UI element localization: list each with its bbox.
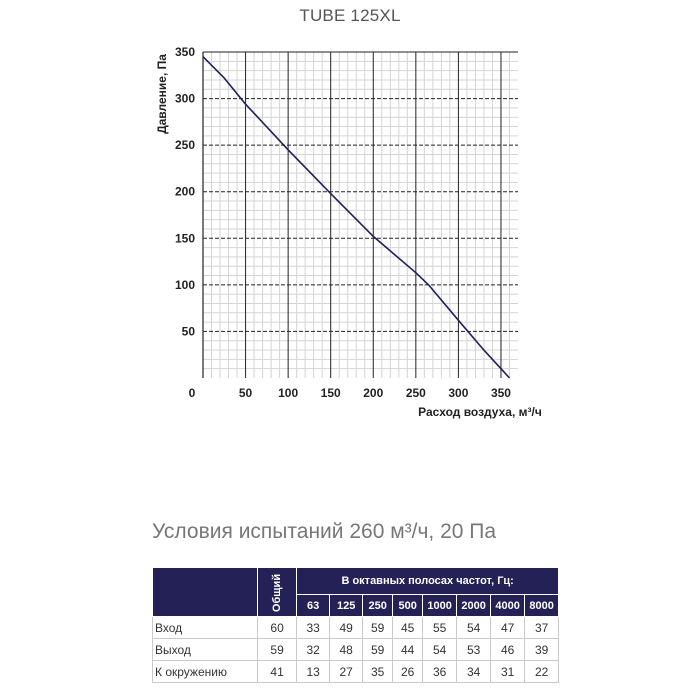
x-tick-label: 350 [490, 386, 511, 400]
band-cell: 33 [297, 617, 330, 639]
band-cell: 53 [457, 639, 491, 661]
x-tick-label: 50 [238, 386, 253, 400]
band-cell: 13 [297, 661, 330, 683]
total-cell: 59 [258, 639, 297, 661]
band-cell: 27 [330, 661, 363, 683]
y-tick-label: 250 [174, 138, 195, 153]
band-cell: 46 [491, 639, 525, 661]
total-cell: 60 [258, 617, 297, 639]
x-tick-label: 0 [188, 386, 196, 400]
band-group-header: В октавных полосах частот, Гц: [297, 568, 559, 595]
x-tick-label: 300 [448, 386, 469, 400]
frequency-header: 125 [330, 595, 363, 617]
band-cell: 55 [423, 617, 457, 639]
y-tick-label: 350 [174, 45, 195, 59]
band-cell: 34 [457, 661, 491, 683]
x-tick-label: 250 [405, 386, 426, 400]
x-tick-label: 200 [363, 386, 384, 400]
row-label: К окружению [153, 661, 258, 683]
band-cell: 59 [363, 639, 393, 661]
x-axis-title: Расход воздуха, м³/ч [418, 405, 542, 419]
total-header-label: Общий [271, 573, 284, 613]
y-axis-title: Давление, Па [155, 54, 169, 134]
x-tick-label: 150 [320, 386, 341, 400]
frequency-header: 250 [363, 595, 393, 617]
frequency-header: 500 [393, 595, 423, 617]
y-tick-label: 200 [174, 184, 195, 199]
band-cell: 39 [525, 639, 559, 661]
band-cell: 31 [491, 661, 525, 683]
band-cell: 44 [393, 639, 423, 661]
acoustic-table [152, 567, 559, 683]
frequency-header: 63 [297, 595, 330, 617]
band-cell: 35 [363, 661, 393, 683]
band-cell: 47 [491, 617, 525, 639]
row-label: Вход [153, 617, 258, 639]
table-row [153, 661, 559, 683]
frequency-header: 4000 [491, 595, 525, 617]
x-tick-label: 100 [278, 386, 299, 400]
band-cell: 45 [393, 617, 423, 639]
table-row [153, 639, 559, 661]
table-corner [153, 568, 258, 617]
table-row [153, 617, 559, 639]
table-body [153, 617, 559, 683]
y-tick-label: 150 [174, 231, 195, 246]
band-cell: 48 [330, 639, 363, 661]
y-tick-label: 300 [174, 91, 195, 106]
total-header [258, 568, 297, 617]
band-cell: 59 [363, 617, 393, 639]
band-cell: 32 [297, 639, 330, 661]
band-cell: 49 [330, 617, 363, 639]
y-tick-label: 50 [181, 324, 195, 339]
band-cell: 54 [423, 639, 457, 661]
band-cell: 37 [525, 617, 559, 639]
band-cell: 36 [423, 661, 457, 683]
band-cell: 26 [393, 661, 423, 683]
y-tick-label: 100 [174, 277, 195, 292]
band-cell: 54 [457, 617, 491, 639]
test-conditions: Условия испытаний 260 м³/ч, 20 Па [152, 520, 497, 543]
band-cell: 22 [525, 661, 559, 683]
total-cell: 41 [258, 661, 297, 683]
frequency-header: 8000 [525, 595, 559, 617]
chart-title: TUBE 125XL [299, 6, 401, 25]
frequency-header: 1000 [423, 595, 457, 617]
row-label: Выход [153, 639, 258, 661]
frequency-header: 2000 [457, 595, 491, 617]
